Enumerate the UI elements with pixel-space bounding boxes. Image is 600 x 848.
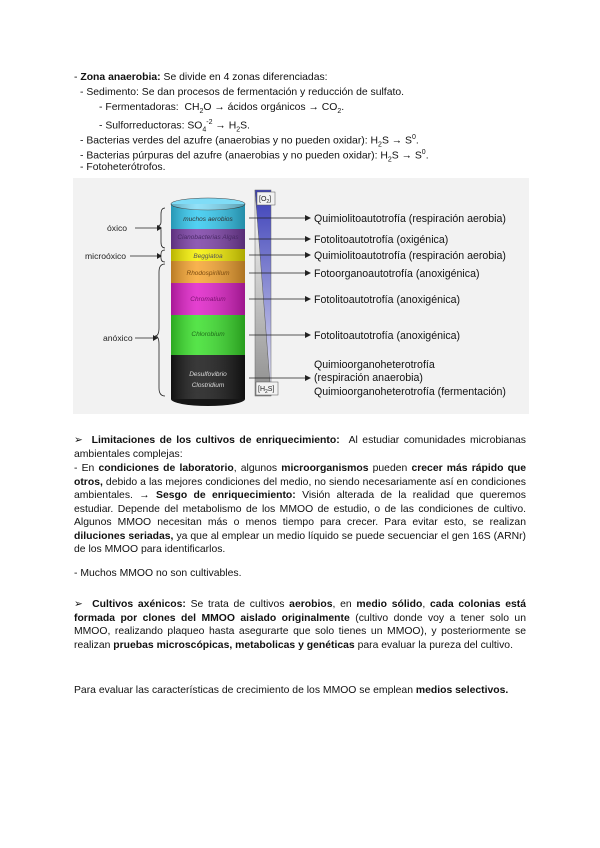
- p1-f: crecer más rápido que otros,: [74, 463, 527, 488]
- layer-label-beggiatoa: Beggiatoa: [193, 253, 223, 260]
- axenicos-paragraph: [74, 598, 526, 652]
- axen-t5: ,: [422, 599, 426, 610]
- winogradsky-diagram: [73, 178, 529, 414]
- limitaciones-paragraph: [74, 462, 526, 557]
- axen-heading: Cultivos axénicos:: [92, 599, 186, 610]
- metabolism-label-9: Quimioorganoheterotrofía (fermentación): [314, 386, 506, 398]
- verdes-line: - Bacterias verdes del azufre (anaerobias y no pueden oxidar): $H_2S \to S^0$.: [80, 134, 419, 149]
- metabolism-label-2: Fotolitoautotrofía (oxigénica): [314, 234, 449, 246]
- zona-title-line: - Zona anaerobia: Se divide en 4 zonas diferenciadas:: [74, 72, 328, 83]
- o2-sub: 2: [266, 199, 270, 205]
- sulf-sub4: 4: [202, 126, 207, 134]
- sedimento-line: - Sedimento: Se dan procesos de fermentación y reducción de sulfato.: [80, 87, 405, 98]
- purpuras-sub: 2: [387, 156, 392, 164]
- limit-bullet: ➢: [74, 435, 83, 446]
- purpuras-arrow: S → S: [391, 150, 422, 162]
- axen-t4: medio sólido: [356, 599, 423, 610]
- verdes-text: - Bacterias verdes del azufre (anaerobias y no pueden oxidar): H: [80, 135, 379, 147]
- verdes-sub: 2: [378, 141, 382, 149]
- metabolism-label-7: Quimioorganoheterotrofía: [314, 359, 435, 371]
- left-label-anoxico: anóxico: [103, 333, 133, 343]
- p1-e: pueden: [372, 463, 408, 474]
- p1-b: condiciones de laboratorio: [98, 463, 234, 474]
- metabolism-label-4: Fotoorganoautotrofía (anoxigénica): [314, 268, 480, 280]
- ferm-sub-co2: 2: [337, 108, 342, 116]
- p1-d: microorganismos: [281, 463, 369, 474]
- layer-label-clostridium: Clostridium: [191, 382, 225, 389]
- arrowhead-r7: [305, 375, 311, 381]
- metabolism-label-6: Fotolitoautotrofía (anoxigénica): [314, 330, 461, 342]
- layer-label-cianobacterias: Cianobacterias Algas: [177, 234, 239, 241]
- arrowhead-r1: [305, 215, 311, 221]
- limitaciones-intro: [74, 434, 526, 461]
- layer-label-chromatium: Chromatium: [190, 296, 226, 303]
- ferm-sub: 2: [199, 108, 204, 116]
- arrowhead-r5: [305, 296, 311, 302]
- p1-i: Visión alterada de la realidad que queremos estudiar. Depende del metabolismo de los MMOO de estudio, o de las condiciones de cultivo. Algunos MMOO necesitan más o menos tiempo para crecer. Para evitar esto, se realizan: [74, 490, 527, 528]
- final-paragraph: [74, 684, 526, 698]
- arrowhead-r3: [305, 252, 311, 258]
- zona-title-rest: Se divide en 4 zonas diferenciadas:: [163, 72, 328, 83]
- h2s-sub: 2: [265, 389, 268, 395]
- axen-t9: para evaluar la pureza del cultivo.: [357, 639, 513, 651]
- layer-label-rhodospirillum: Rhodospirillum: [186, 270, 230, 277]
- purpuras-text: - Bacterias púrpuras del azufre (anaerobias y no pueden oxidar): H: [80, 150, 388, 162]
- metabolism-label-8: (respiración anaerobia): [314, 372, 423, 384]
- axen-t3: , en: [332, 599, 352, 610]
- ferm-formula-b: O → ácidos orgánicos → CO: [203, 102, 338, 113]
- p1-g: debido a las mejores condiciones del medio, no siendo necesariamente así en condiciones ambientales. →: [74, 476, 526, 501]
- p1-j: diluciones seriadas,: [74, 530, 174, 542]
- p1-c: , algunos: [233, 463, 278, 474]
- metabolism-label-5: Fotolitoautotrofía (anoxigénica): [314, 294, 461, 306]
- p1-h: Sesgo de enriquecimiento:: [156, 490, 296, 501]
- p1-k: ya que al emplear un medio líquido se puede secuenciar el gen 16S (ARNr) de los MMOO para identificarlos.: [74, 530, 526, 555]
- bracket-anoxico: [155, 264, 165, 396]
- ferm-formula-a: CH: [184, 102, 200, 113]
- winogradsky-figure: [73, 178, 529, 414]
- axen-t2: aerobios: [289, 599, 333, 610]
- purpuras-sup: 0: [421, 149, 426, 156]
- arrowhead-r2: [305, 236, 311, 242]
- axen-t8: pruebas microscópicas, metabolicas y genéticas: [113, 639, 355, 651]
- sulf-formula-b: → H: [212, 120, 237, 132]
- left-label-microoxico: microóxico: [85, 251, 127, 261]
- p1-a: - En: [74, 463, 95, 474]
- sulf-sub2: 2: [236, 126, 241, 134]
- arrowhead-r6: [305, 332, 311, 338]
- layer-label-desulfovibrio: Desulfovibrio: [189, 371, 227, 378]
- h2s-close: S]: [267, 386, 275, 393]
- no-cultivables-line: - Muchos MMOO no son cultivables.: [74, 568, 242, 579]
- fermentadoras-line: - Fermentadoras: $CH_2O$ → ácidos orgánicos → $CO_2$.: [99, 102, 345, 116]
- left-label-oxico: óxico: [107, 223, 128, 233]
- zona-title: Zona anaerobia:: [80, 72, 161, 83]
- verdes-sup: 0: [411, 134, 416, 141]
- limit-intro-rest: Al estudiar comunidades microbianas ambientales complejas:: [74, 435, 526, 460]
- fotoheterotrofos-line: - Fotoheterótrofos.: [80, 162, 166, 173]
- axen-t7: (cultivo donde voy a tener solo un MMOO, realizando plaqueo hasta asegurarte que solo tienes un MMOO), y posteriormente se realizan: [74, 612, 526, 651]
- layer-label-aerobios: muchos aerobios: [183, 216, 233, 223]
- o2-open: [O: [259, 196, 267, 203]
- axen-t6: cada colonias está formada por clones del MMOO aislado originalmente: [74, 599, 527, 624]
- limit-heading: Limitaciones de los cultivos de enriquecimiento:: [91, 435, 340, 446]
- sulf-label: - Sulforreductoras:: [99, 120, 185, 132]
- metabolism-label-1: Quimiolitoautotrofía (respiración aerobia): [314, 213, 506, 225]
- verdes-arrow: S → S: [381, 135, 412, 147]
- o2-close: ]: [269, 196, 272, 203]
- purpuras-line: - Bacterias púrpuras del azufre (anaerobias y no pueden oxidar): $H_2S \to S^0$.: [80, 149, 429, 164]
- sulf-formula-c: S.: [240, 120, 250, 132]
- final-t2: medios selectivos.: [415, 685, 509, 696]
- final-t1: Para evaluar las características de crecimiento de los MMOO se emplean: [74, 685, 413, 696]
- axen-bullet: ➢: [74, 599, 83, 610]
- arrowhead-r4: [305, 270, 311, 276]
- ferm-label: - Fermentadoras:: [99, 102, 179, 113]
- metabolism-label-3: Quimiolitoautotrofía (respiración aerobia): [314, 250, 506, 262]
- sulf-formula-a: SO: [187, 120, 203, 132]
- layer-label-chlorobium: Chlorobium: [191, 331, 225, 338]
- sulf-sup: -2: [206, 119, 213, 126]
- h2s-open: [H: [258, 386, 265, 393]
- axen-t1: Se trata de cultivos: [190, 599, 285, 610]
